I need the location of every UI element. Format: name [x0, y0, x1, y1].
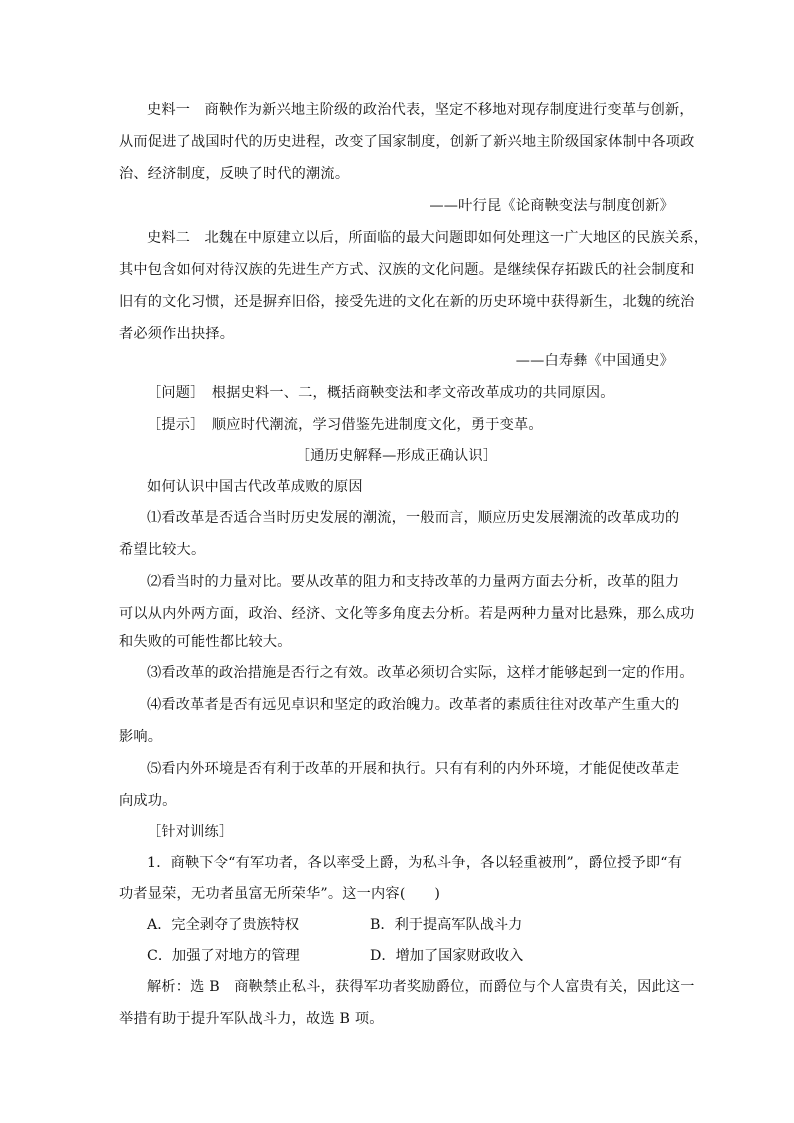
point1-line2: 希望比较大。 — [119, 542, 206, 558]
point2-line1: ⑵看当时的力量对比。要从改革的阻力和支持改革的力量两方面去分析，改革的阻力 — [147, 574, 680, 590]
point5-line1: ⑸看内外环境是否有利于改革的开展和执行。只有有利的内外环境，才能促使改革走 — [147, 761, 680, 777]
hint-line: ［提示］ 顺应时代潮流，学习借鉴先进制度文化，勇于变革。 — [147, 417, 543, 433]
training-heading: ［针对训练］ — [147, 824, 234, 840]
source2-line3: 旧有的文化习惯，还是摒弃旧俗，接受先进的文化在新的历史环境中获得新生，北魏的统治 — [119, 294, 695, 310]
section-heading: ［通历史解释—形成正确认识］ — [295, 448, 498, 464]
topic-title: 如何认识中国古代改革成败的原因 — [147, 479, 363, 495]
point4-line1: ⑷看改革者是否有远见卓识和坚定的政治魄力。改革者的素质往往对改革产生重大的 — [147, 697, 680, 713]
option-d: D．增加了国家财政收入 — [370, 948, 524, 964]
point2-line2: 可以从内外两方面，政治、经济、文化等多角度去分析。若是两种力量对比悬殊，那么成功 — [119, 606, 695, 622]
option-b: B．利于提高军队战斗力 — [370, 917, 523, 933]
source2-line2: 其中包含如何对待汉族的先进生产方式、汉族的文化问题。是继续保存拓跋氏的社会制度和 — [119, 262, 695, 278]
source1-line2: 从而促进了战国时代的历史进程，改变了国家制度，创新了新兴地主阶级国家体制中各项政 — [119, 134, 695, 150]
question1-line1: 1．商鞅下令“有军功者，各以率受上爵，为私斗争，各以轻重被刑”，爵位授予即“有 — [147, 855, 683, 871]
option-c: C．加强了对地方的管理 — [147, 948, 300, 964]
source1-line1: 史料一 商鞅作为新兴地主阶级的政治代表，坚定不移地对现存制度进行变革与创新， — [147, 102, 694, 118]
point5-line2: 向成功。 — [119, 793, 177, 809]
analysis-line1: 解析：选 B 商鞅禁止私斗，获得军功者奖励爵位，而爵位与个人富贵有关，因此这一 — [147, 979, 695, 995]
question1-line2: 功者显荣，无功者虽富无所荣华”。这一内容( ) — [119, 886, 441, 902]
source2-line1: 史料二 北魏在中原建立以后，所面临的最大问题即如何处理这一广大地区的民族关系， — [147, 230, 709, 246]
source2-citation: ——白寿彝《中国通史》 — [515, 353, 674, 369]
point3-line1: ⑶看改革的政治措施是否行之有效。改革必须切合实际，这样才能够起到一定的作用。 — [147, 665, 694, 681]
point4-line2: 影响。 — [119, 729, 163, 745]
source1-line3: 治、经济制度，反映了时代的潮流。 — [119, 166, 350, 182]
point2-line3: 和失败的可能性都比较大。 — [119, 634, 292, 650]
analysis-line2: 举措有助于提升军队战斗力，故选 B 项。 — [119, 1011, 384, 1027]
question-line: ［问题］ 根据史料一、二，概括商鞅变法和孝文帝改革成功的共同原因。 — [147, 385, 615, 401]
source2-line4: 者必须作出抉择。 — [119, 326, 235, 342]
source1-citation: ——叶行昆《论商鞅变法与制度创新》 — [429, 198, 674, 214]
option-a: A．完全剥夺了贵族特权 — [147, 917, 300, 933]
point1-line1: ⑴看改革是否适合当时历史发展的潮流，一般而言，顺应历史发展潮流的改革成功的 — [147, 510, 680, 526]
